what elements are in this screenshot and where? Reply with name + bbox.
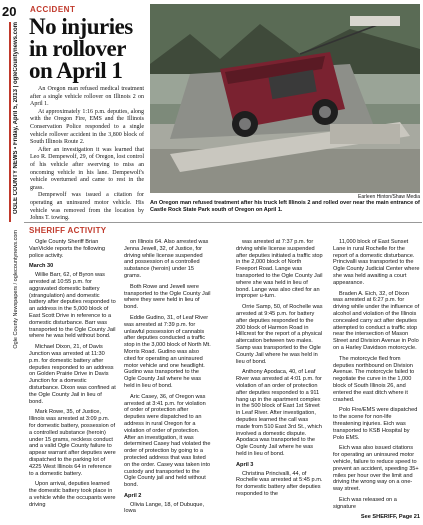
story-paragraph: An Oregon man refused medical treatment after a single vehicle rollover on Illinois 2 on April 1. xyxy=(30,86,144,108)
photo-caption: An Oregon man refused treatment after his truck left Illinois 2 and rolled over near the main entrance of Castle Rock State Park south of Oregon on April 1. xyxy=(150,200,420,213)
report-paragraph: on Illinois 64. Also arrested was Jenna Jewell, 32, of Justice, for driving while license suspended and possession of a controlled substance (heroin) under 15 grams. xyxy=(124,239,209,279)
spine-label: OGLE COUNTY NEWS xyxy=(13,150,19,215)
report-paragraph: Ogle County Sheriff Brian VanVickle reports the following police activity. xyxy=(29,239,105,259)
spine-date: OGLE COUNTY NEWS • Friday, April 5, 2013 | ogleCountynews.com xyxy=(13,22,19,215)
report-paragraph: Aric Casey, 36, of Oregon was arrested at 3:41 p.m. for violation of order of protection after deputies were dispatched to an address in rural Oregon for a violation of order of protection. After an investigation, it was determined Casey had violated the order of protection by going to a protected address that was listed on the order. Casey was taken into custody and transported to the Ogle County jail and held without bond. xyxy=(124,393,211,489)
report-paragraph: Mark Rowe, 35, of Justice, Illinois was arrested at 3:09 p.m. for domestic battery, possession of a controlled substance (heroin) under 15 grams, reckless conduct and a valid Ogle County failure to appear warrant after deputies were dispatched to the parking lot of 4225 West Illinois 64 in reference to a domestic battery. xyxy=(29,409,116,477)
photo-credit: Earleen Hinton/Shaw Media xyxy=(358,194,420,200)
story-body xyxy=(30,86,144,223)
spine-footer: Ogle County Newspapers / oglecountynews.com xyxy=(13,230,19,349)
report-paragraph: Eddie Gudino, 31, of Leaf River was arrested at 7:39 p.m. for unlawful possession of cannabis after deputies conducted a traffic stop in the 3,000 block of North Mt. Morris Road. Gudino was also cited for operating an uninsured motor vehicle and one headlight. Gudino was transported to the Ogle County Jail where he was held in lieu of bond. xyxy=(124,314,211,389)
spine-date-site: Friday, April 5, 2013 | ogleCountynews.com xyxy=(13,22,19,146)
sheriff-column-1 xyxy=(29,239,116,512)
section-kicker: ACCIDENT xyxy=(30,5,76,14)
report-paragraph: Anthony Apodaca, 40, of Leaf River was arrested at 4:01 p.m. for violation of an order of protection after deputies responded to a 911 hang up in the apartment complex in the 500 block of East 1st Street in Leaf River. After investigation, deputies learned the call was made from 510 East 3rd St., which involved a domestic dispute. Apodaca was transported to the Ogle County Jail where he was held in lieu of bond. xyxy=(236,369,322,457)
section-divider xyxy=(24,222,422,223)
headline: No injuries in rollover on April 1 xyxy=(29,14,133,83)
report-paragraph: Eich was released on a signature xyxy=(333,496,397,510)
sheriff-column-4 xyxy=(333,239,420,525)
page-spine xyxy=(0,0,20,480)
section-title: SHERIFF ACTIVITY xyxy=(29,226,107,235)
sheriff-column-3 xyxy=(236,239,323,502)
report-paragraph: Michael Dixon, 21, of Davis Junction was arrested at 11:30 p.m. for domestic battery after deputies responded to an address on Golden Prairie Drive in Davis Junction for a domestic disturbance. Dixon was confined at the Ogle County Jail in lieu of bond. xyxy=(29,344,116,405)
report-paragraph: was arrested at 7:37 p.m. for driving while license suspended after deputies initiated a traffic stop in the 2,000 block of North Freeport Road. Lange was transported to the Ogle County Jail where she was held in lieu of bond. Lange was also cited for an improper u-turn. xyxy=(236,239,323,300)
photo-illustration xyxy=(150,4,420,193)
report-paragraph: Orrie Samp, 50, of Rochelle was arrested at 9:45 p.m. for battery after deputies responded to the 200 block of Harmon Road in Hillcrest for the report of a physical altercation between two males. Samp was transported to the Ogle County Jail where he was held in lieu of bond. xyxy=(236,304,323,365)
report-date: March 30 xyxy=(29,263,54,270)
report-paragraph: Upon arrival, deputies learned the domestic battery took place in a vehicle while the occupants were driving xyxy=(29,481,116,508)
report-paragraph: Both Rowe and Jewell were transported to the Ogle County Jail where they were held in lieu of bond. xyxy=(124,283,211,311)
report-paragraph: 11,000 block of East Sunset Lane in rural Rochelle for the report of a domestic disturbance. Princivalli was transported to the Ogle County Judicial Center where she was held awaiting a court appearance. xyxy=(333,239,420,286)
sheriff-column-2 xyxy=(124,239,211,519)
report-paragraph: Christina Princivalli, 44, of Rochelle was arrested at 5:45 p.m. for domestic battery after deputies responded to the xyxy=(236,470,323,497)
rollover-photo xyxy=(150,4,420,193)
report-paragraph: Willie Barr, 62, of Byron was arrested at 10:55 p.m. for aggravated domestic battery (strangulation) and domestic battery after deputies responded to an address in the 5,000 block of East Scott Drive in reference to a domestic disturbance. Barr was transported to the Ogle County Jail where he was held without bond. xyxy=(29,272,116,340)
report-paragraph: The motorcycle fled from deputies northbound on Division Avenue. The motorcycle failed to negotiate the curve in the 1,000 block of South Illinois 26, and entered the east ditch where it crashed. xyxy=(333,355,415,403)
see-more-link[interactable]: See SHERIFF, Page 21 xyxy=(360,514,420,521)
report-date: April 2 xyxy=(124,492,142,499)
report-paragraph: Olivia Lange, 18, of Dubuque, Iowa xyxy=(124,501,205,515)
report-paragraph: Eich was also issued citations for operating an uninsured motor vehicle, failure to reduce speed to prevent an accident, speeding 35+ miles per hour over the limit and driving the wrong way on a one-way street. xyxy=(333,445,419,493)
story-paragraph: At approximately 1:16 p.m. deputies, along with the Oregon Fire, EMS and the Illinois Conservation Police responded to a single vehicle rollover accident in the 3,800 block of South Illinois Route 2. xyxy=(30,108,144,146)
spine-rule xyxy=(9,22,11,222)
report-paragraph: Polo Fire/EMS were dispatched to the scene for non-life threatening injuries. Eich was transported to KSB Hospital by Polo EMS. xyxy=(333,407,418,441)
report-paragraph: Braden A. Eich, 32, of Dixon was arrested at 6:27 p.m. for driving while under the influence of alcohol and violation of the Illinois concealed carry act after deputies attempted to conduct a traffic stop near the intersection of Mason Street and Division Avenue in Polo on a Harley Davidson motorcycle. xyxy=(333,290,420,351)
story-paragraph: Dempewolf was issued a citation for operating an uninsured motor vehicle. His vehicle was removed from the location by Johns T. towing. xyxy=(30,192,144,222)
report-date: April 3 xyxy=(236,461,254,468)
page-number: 20 xyxy=(2,4,17,19)
story-paragraph: After an investigation it was learned that Leo R. Dempewolf, 29, of Oregon, lost control of his vehicle after swerving to miss an oncoming vehicle in his lane. Dempewolf's vehicle overturned and came to rest in the grass. xyxy=(30,146,144,191)
